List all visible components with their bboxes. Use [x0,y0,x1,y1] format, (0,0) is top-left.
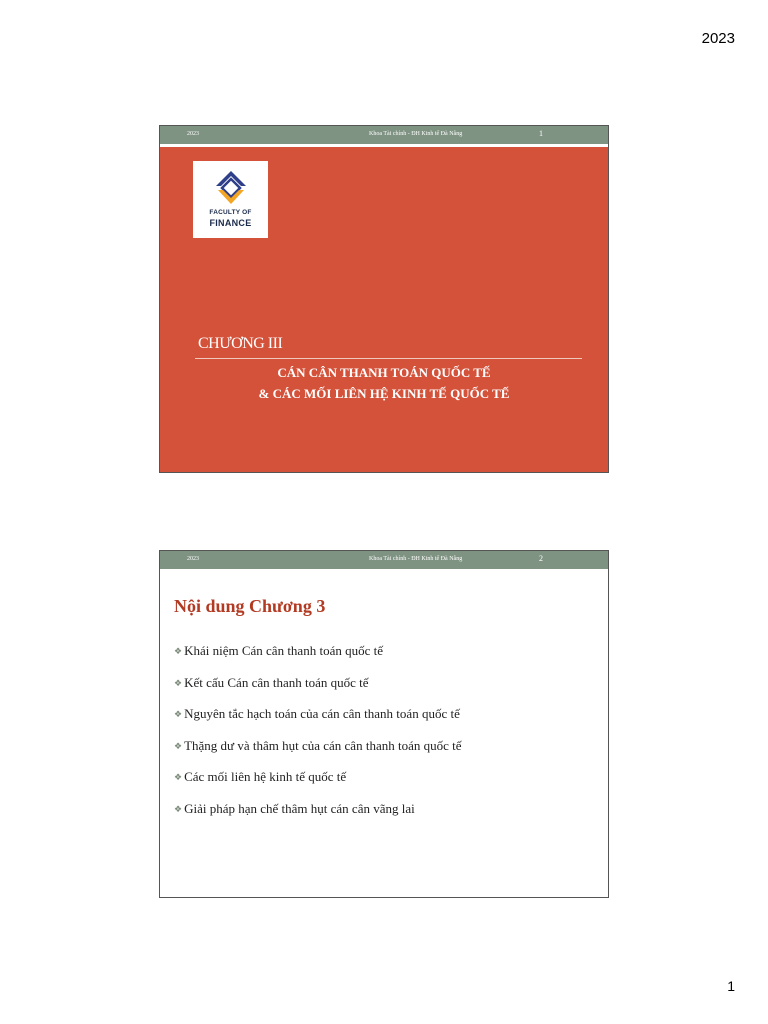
list-item [174,675,462,707]
diamond-bullet-icon: ❖ [174,740,183,751]
bullet-text: Khái niệm Cán cân thanh toán quốc tế [184,643,383,658]
bullet-text: Nguyên tắc hạch toán của cán cân thanh toán quốc tế [184,706,460,722]
slide-title-line2: & CÁC MỐI LIÊN HỆ KINH TẾ QUỐC TẾ [258,386,510,401]
list-item [174,769,462,801]
diamond-bullet-icon: ❖ [174,677,183,688]
bullet-text: Kết cấu Cán cân thanh toán quốc tế [184,674,369,690]
slide-1 [159,125,609,473]
logo-mark-icon [212,168,250,208]
bullet-text: Các mối liên hệ kinh tế quốc tế [184,769,347,785]
bullet-text: Thặng dư và thâm hụt của cán cân thanh toán quốc tế [184,737,462,753]
header-divider [160,144,608,147]
slide-header-year: 2023 [187,131,199,137]
chapter-label: CHƯƠNG III [198,335,283,352]
faculty-logo [193,161,268,238]
slide-header-number: 1 [539,129,543,138]
diamond-bullet-icon: ❖ [174,646,183,656]
bullet-text: Giải pháp hạn chế thâm hụt cán cân vãng lai [184,800,415,816]
diamond-bullet-icon: ❖ [174,803,183,814]
slide-header-org: Khoa Tài chính - ĐH Kinh tế Đà Nẵng [369,556,463,562]
slide-header-number: 2 [539,554,543,563]
chapter-divider [195,358,582,359]
slide-header-year: 2023 [187,556,199,562]
list-item [174,738,462,770]
logo-text-line1: FACULTY OF [209,209,252,216]
slide-title-line1: CÁN CÂN THANH TOÁN QUỐC TẾ [277,365,491,380]
logo-text-line2: FINANCE [209,218,252,228]
slide-2 [159,550,609,898]
slide-header [160,551,608,569]
list-item [174,643,462,675]
diamond-bullet-icon: ❖ [174,709,183,720]
diamond-bullet-icon: ❖ [174,772,183,783]
list-item [174,706,462,738]
page-number: 1 [727,978,735,994]
bullet-list [174,643,462,833]
slide-header [160,126,608,144]
list-item [174,801,462,833]
content-title: Nội dung Chương 3 [174,596,326,616]
page-year: 2023 [701,30,735,47]
slide-header-org: Khoa Tài chính - ĐH Kinh tế Đà Nẵng [369,131,463,137]
